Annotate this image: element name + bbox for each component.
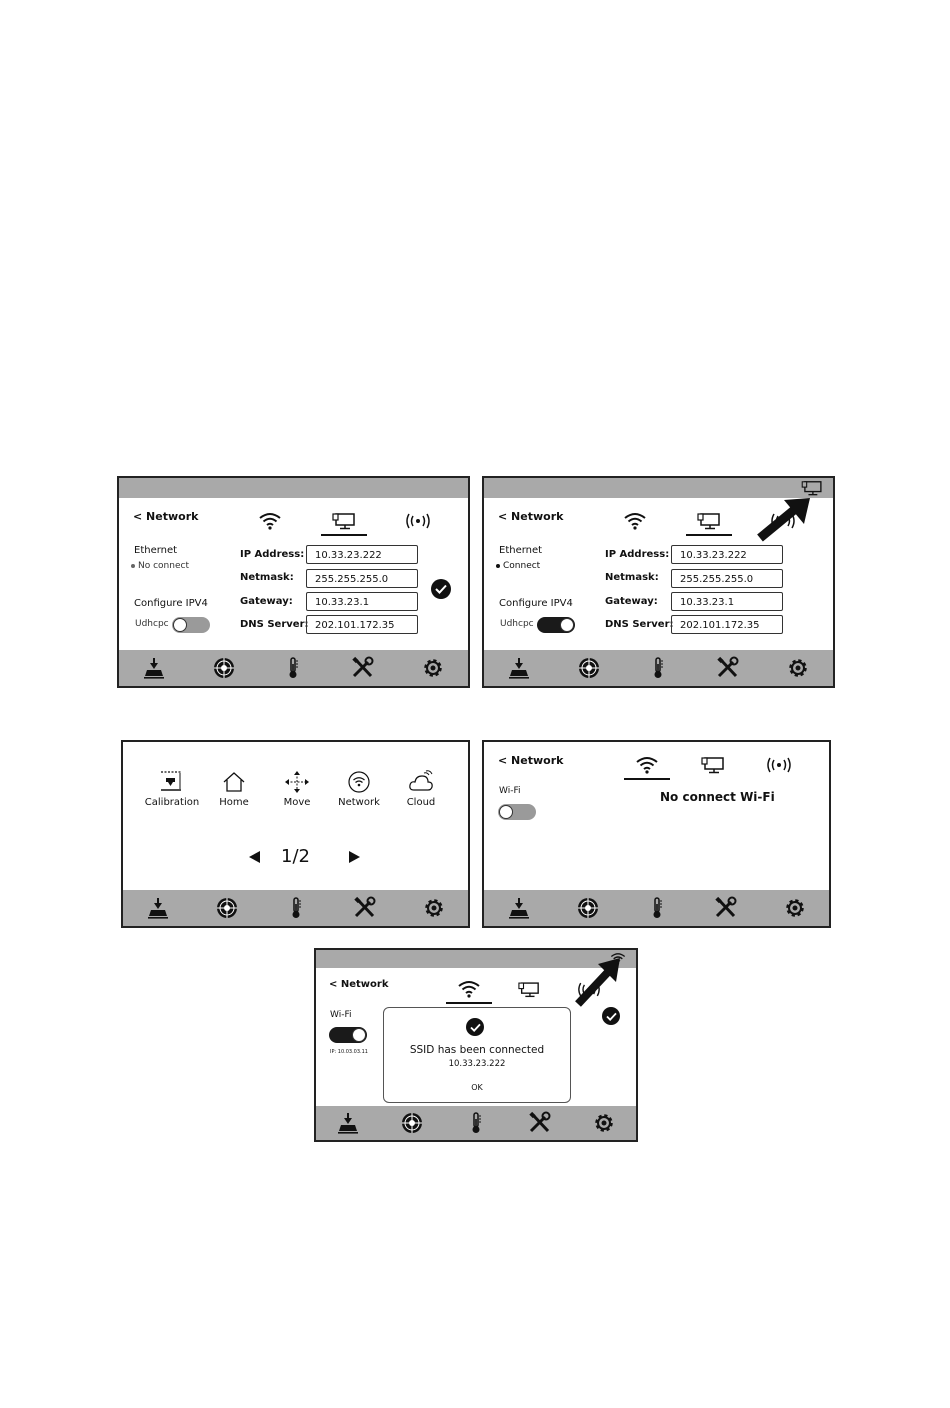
- dns-server-label: DNS Server:: [605, 619, 674, 630]
- connection-status: Connect: [496, 561, 540, 571]
- ip-address-field[interactable]: 10.33.23.222: [306, 545, 418, 564]
- next-page-button[interactable]: [349, 851, 360, 863]
- confirm-check-icon[interactable]: [431, 579, 451, 599]
- menu-label-network: Network: [338, 797, 380, 808]
- screen-ethernet-disconnected: [117, 476, 470, 688]
- bottom-nav: [119, 650, 468, 686]
- udhcpc-label: Udhcpc: [500, 619, 534, 629]
- connection-status: No connect: [131, 561, 189, 571]
- temperature-icon[interactable]: [280, 656, 306, 680]
- settings-icon[interactable]: [591, 1111, 617, 1135]
- settings-icon[interactable]: [785, 656, 811, 680]
- print-icon[interactable]: [335, 1111, 361, 1135]
- ethernet-label: Ethernet: [134, 545, 178, 556]
- screen-wifi-connected: [314, 948, 638, 1142]
- page-indicator: 1/2: [281, 846, 310, 867]
- status-bar: [119, 478, 468, 498]
- connection-dialog: [383, 1007, 571, 1103]
- dns-server-field[interactable]: 202.101.172.35: [671, 615, 783, 634]
- wifi-icon: [457, 980, 481, 998]
- hotspot-icon: [766, 757, 792, 773]
- udhcpc-toggle[interactable]: [537, 617, 575, 633]
- dialog-ip: 10.33.23.222: [448, 1059, 506, 1069]
- configure-ipv4-label: Configure IPV4: [499, 598, 573, 609]
- settings-icon[interactable]: [421, 896, 447, 920]
- netmask-label: Netmask:: [605, 572, 659, 583]
- temperature-icon[interactable]: [283, 896, 309, 920]
- calibration-icon: [159, 770, 185, 794]
- wifi-toggle[interactable]: [329, 1027, 367, 1043]
- back-button[interactable]: < Network: [498, 510, 564, 523]
- filament-icon[interactable]: [399, 1111, 425, 1135]
- wifi-icon: [623, 512, 647, 530]
- bottom-nav: [484, 890, 829, 926]
- dialog-ok-button[interactable]: OK: [471, 1083, 483, 1092]
- ethernet-icon: [518, 981, 540, 998]
- menu-item-cloud[interactable]: [391, 770, 451, 808]
- print-icon[interactable]: [506, 656, 532, 680]
- ip-address-field[interactable]: 10.33.23.222: [671, 545, 783, 564]
- ip-small-label: IP: 10.03.03.11: [330, 1049, 368, 1055]
- ethernet-icon: [701, 756, 725, 774]
- menu-item-home[interactable]: [204, 770, 264, 808]
- udhcpc-toggle[interactable]: [172, 617, 210, 633]
- wifi-toggle[interactable]: [498, 804, 536, 820]
- pointer-arrow-icon: [754, 496, 814, 542]
- netmask-label: Netmask:: [240, 572, 294, 583]
- wifi-status-message: No connect Wi-Fi: [660, 790, 775, 804]
- screen-wifi-disconnected: [482, 740, 831, 928]
- wifi-label: Wi-Fi: [330, 1010, 352, 1020]
- network-icon: [346, 770, 372, 794]
- tab-wifi[interactable]: [612, 508, 658, 534]
- gateway-label: Gateway:: [605, 596, 658, 607]
- menu-item-move[interactable]: [267, 770, 327, 808]
- menu-label-calibration: Calibration: [144, 797, 200, 808]
- configure-ipv4-label: Configure IPV4: [134, 598, 208, 609]
- ethernet-icon: [697, 512, 721, 530]
- bottom-nav: [484, 650, 833, 686]
- netmask-field[interactable]: 255.255.255.0: [671, 569, 783, 588]
- dialog-title: SSID has been connected: [409, 1044, 545, 1056]
- print-icon[interactable]: [506, 896, 532, 920]
- success-check-icon: [466, 1018, 484, 1036]
- ip-address-label: IP Address:: [605, 549, 670, 560]
- bottom-nav: [316, 1106, 636, 1140]
- netmask-field[interactable]: 255.255.255.0: [306, 569, 418, 588]
- dns-server-label: DNS Server:: [240, 619, 309, 630]
- bottom-nav: [123, 890, 468, 926]
- menu-label-cloud: Cloud: [406, 797, 436, 808]
- status-bar: [484, 478, 833, 498]
- filament-icon[interactable]: [211, 656, 237, 680]
- wifi-icon: [635, 756, 659, 774]
- move-icon: [284, 770, 310, 794]
- temperature-icon[interactable]: [644, 896, 670, 920]
- wifi-icon: [258, 512, 282, 530]
- tools-icon[interactable]: [350, 656, 376, 680]
- confirm-check-icon[interactable]: [602, 1007, 620, 1025]
- tools-icon[interactable]: [352, 896, 378, 920]
- ethernet-label: Ethernet: [499, 545, 543, 556]
- print-icon[interactable]: [141, 656, 167, 680]
- screen-menu: [121, 740, 470, 928]
- menu-item-network[interactable]: [329, 770, 389, 808]
- tab-wifi[interactable]: [624, 752, 670, 778]
- menu-item-calibration[interactable]: [142, 770, 202, 808]
- tools-icon[interactable]: [713, 896, 739, 920]
- gateway-field[interactable]: 10.33.23.1: [306, 592, 418, 611]
- gateway-label: Gateway:: [240, 596, 293, 607]
- filament-icon[interactable]: [214, 896, 240, 920]
- ethernet-icon: [332, 512, 356, 530]
- tab-wifi[interactable]: [446, 976, 492, 1002]
- tab-wifi[interactable]: [247, 508, 293, 534]
- tab-hotspot[interactable]: [395, 508, 441, 534]
- settings-icon[interactable]: [420, 656, 446, 680]
- tools-icon[interactable]: [527, 1111, 553, 1135]
- temperature-icon[interactable]: [645, 656, 671, 680]
- screen-ethernet-connected: [482, 476, 835, 688]
- back-button[interactable]: < Network: [133, 510, 199, 523]
- tab-ethernet[interactable]: [686, 508, 732, 534]
- wifi-label: Wi-Fi: [499, 786, 521, 796]
- pointer-arrow-icon: [574, 956, 624, 1008]
- back-button[interactable]: < Network: [498, 754, 564, 767]
- back-button[interactable]: < Network: [329, 979, 389, 990]
- udhcpc-label: Udhcpc: [135, 619, 169, 629]
- tab-hotspot[interactable]: [756, 752, 802, 778]
- settings-icon[interactable]: [782, 896, 808, 920]
- prev-page-button[interactable]: [249, 851, 260, 863]
- temperature-icon[interactable]: [463, 1111, 489, 1135]
- menu-label-move: Move: [283, 797, 311, 808]
- ethernet-status-icon: [801, 480, 823, 496]
- gateway-field[interactable]: 10.33.23.1: [671, 592, 783, 611]
- home-icon: [221, 770, 247, 794]
- menu-label-home: Home: [219, 797, 249, 808]
- hotspot-icon: [405, 513, 431, 529]
- tab-ethernet[interactable]: [506, 976, 552, 1002]
- print-icon[interactable]: [145, 896, 171, 920]
- filament-icon[interactable]: [576, 656, 602, 680]
- tab-ethernet[interactable]: [690, 752, 736, 778]
- dns-server-field[interactable]: 202.101.172.35: [306, 615, 418, 634]
- tools-icon[interactable]: [715, 656, 741, 680]
- cloud-icon: [408, 770, 434, 794]
- filament-icon[interactable]: [575, 896, 601, 920]
- ip-address-label: IP Address:: [240, 549, 305, 560]
- tab-ethernet[interactable]: [321, 508, 367, 534]
